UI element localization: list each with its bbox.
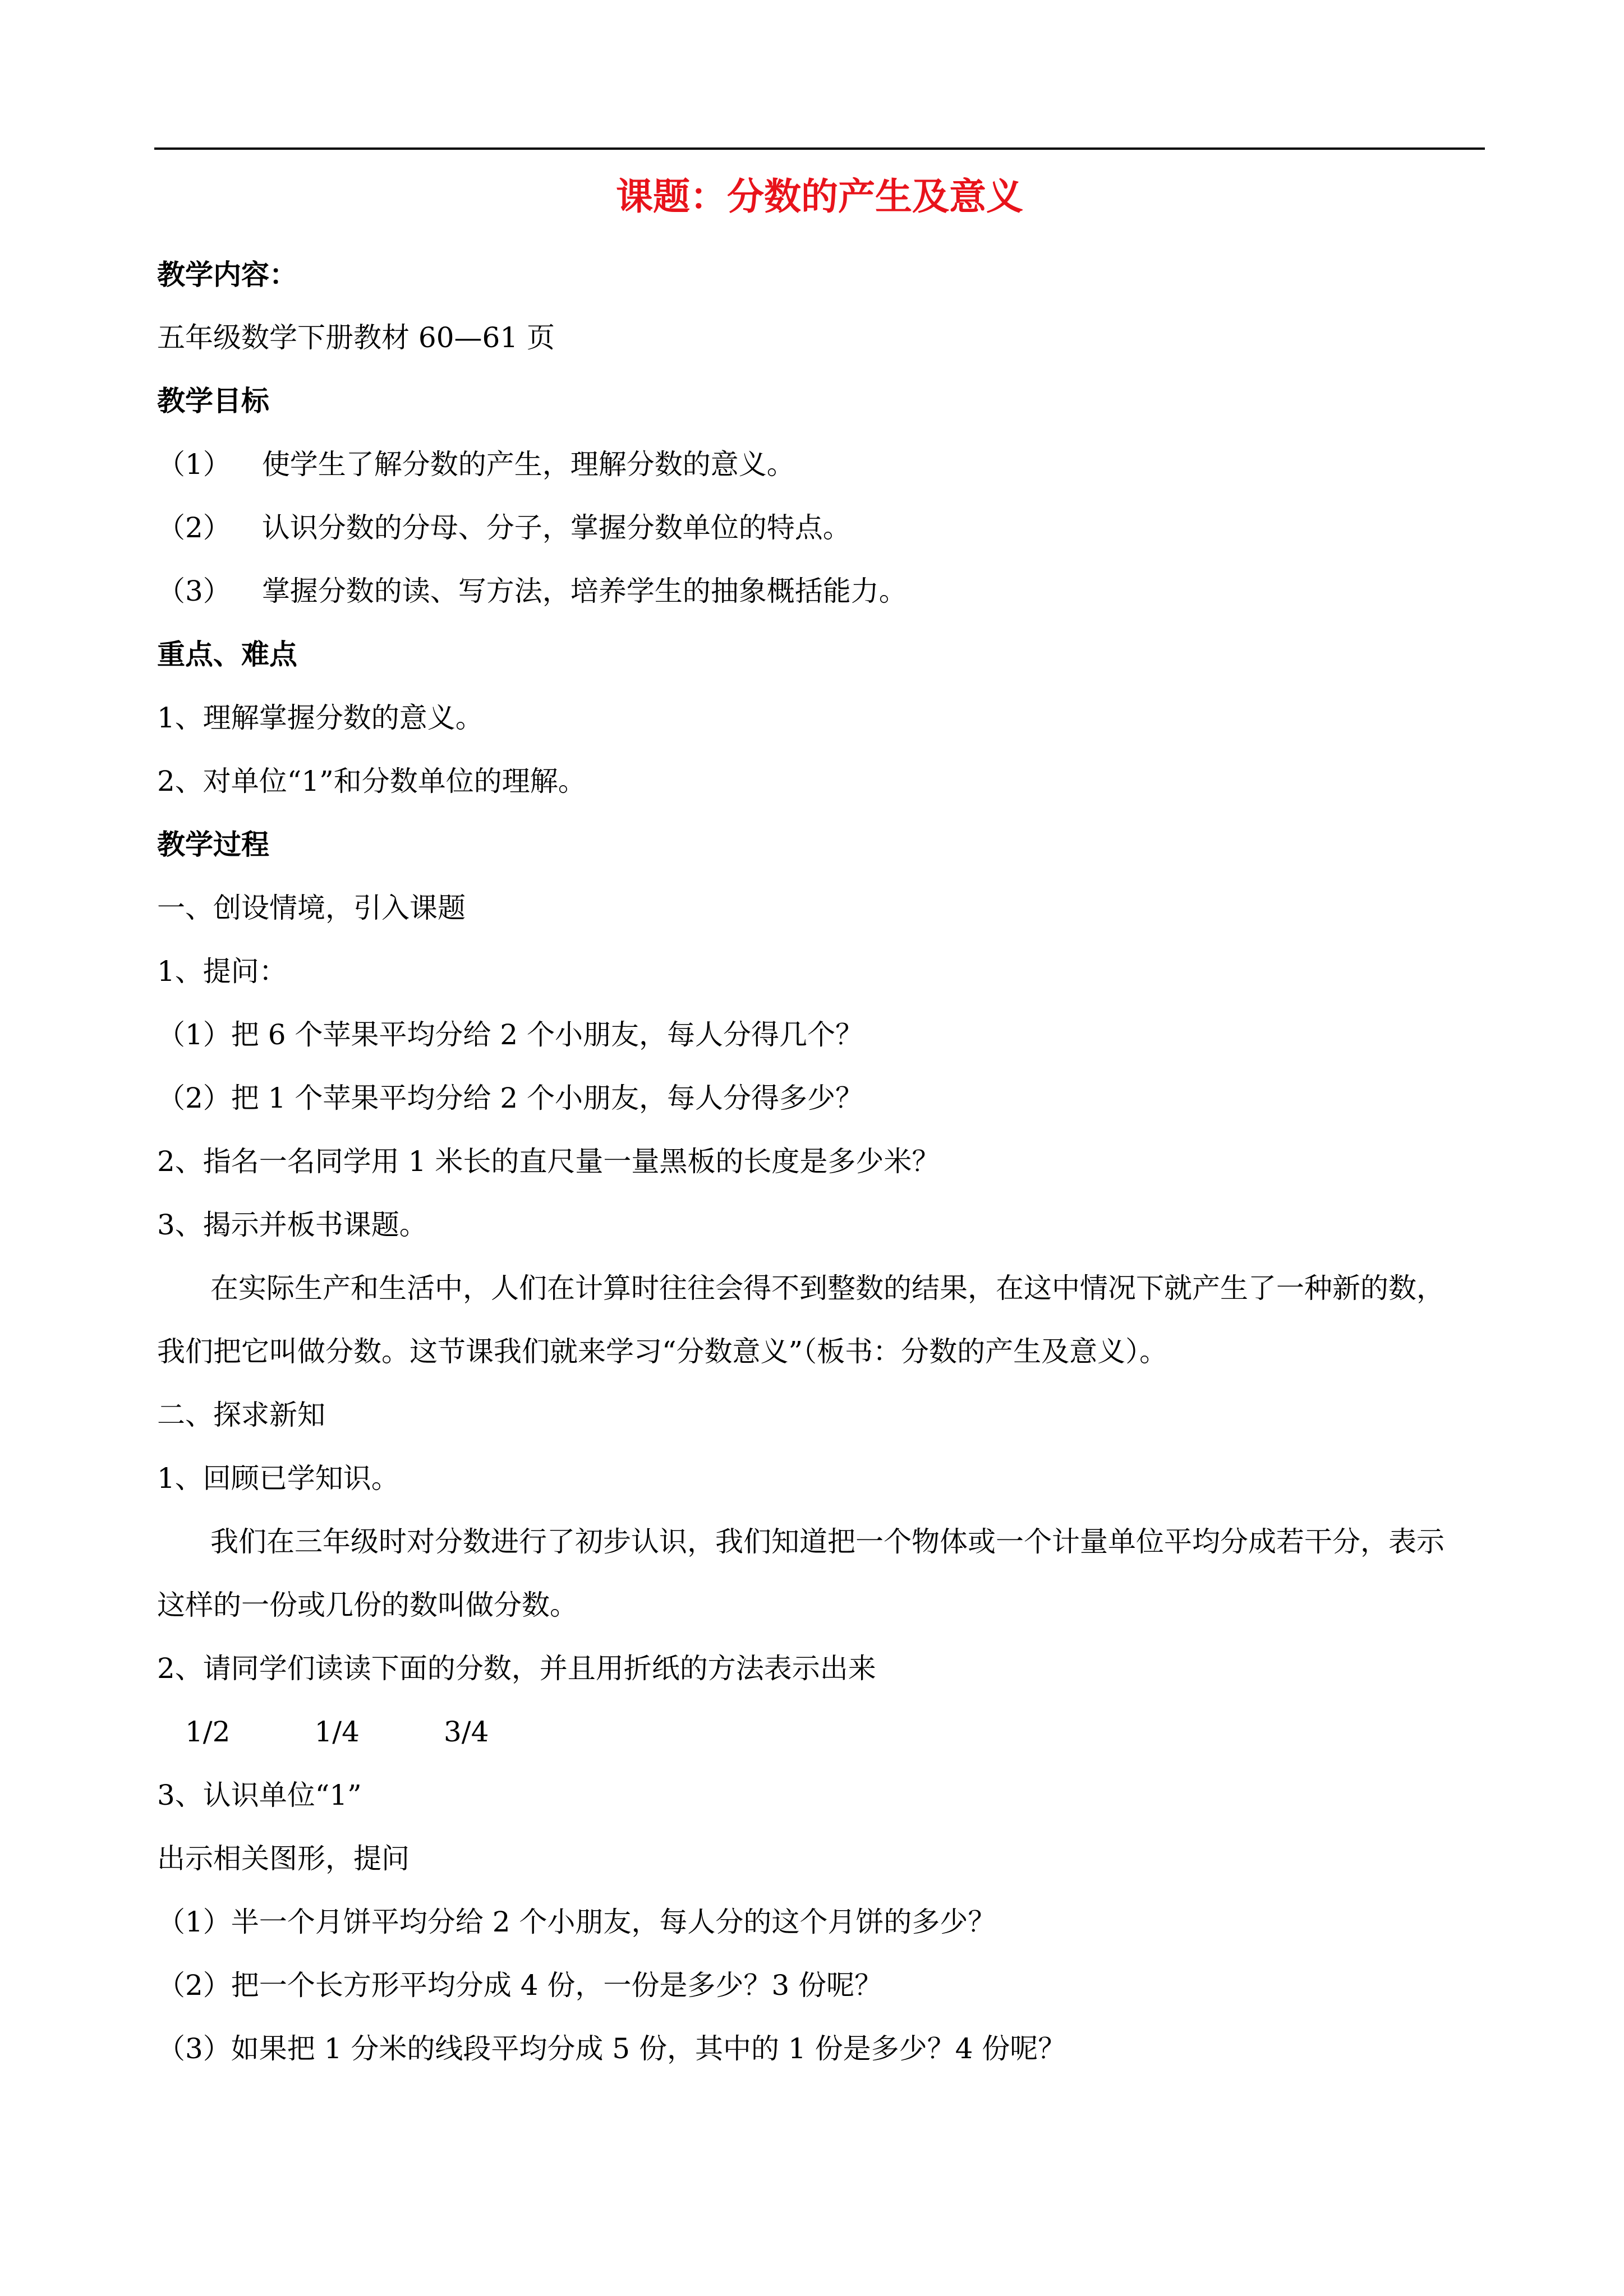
step-item: 3、揭示并板书课题。	[157, 1209, 427, 1241]
process-heading: 教学过程	[157, 828, 269, 861]
step-item: 2、指名一名同学用 1 米长的直尺量一量黑板的长度是多少米？	[157, 1145, 940, 1178]
part2-heading: 二、探求新知	[157, 1399, 325, 1431]
key-point: 2、对单位“1”和分数单位的理解。	[157, 765, 586, 797]
question-item: （1）半一个月饼平均分给 2 个小朋友，每人分的这个月饼的多少？	[157, 1906, 996, 1938]
content-text: 五年级数学下册教材 60—61 页	[157, 321, 555, 354]
goal-item	[157, 508, 851, 547]
fraction-list	[185, 1712, 489, 1751]
paragraph-line: 我们把它叫做分数。这节课我们就来学习“分数意义”（板书：分数的产生及意义）。	[157, 1335, 1168, 1368]
paragraph-line: 我们在三年级时对分数进行了初步认识，我们知道把一个物体或一个计量单位平均分成若干分，表示	[210, 1525, 1444, 1558]
step-item: 1、回顾已学知识。	[157, 1462, 399, 1495]
goal-number: （2）	[157, 511, 231, 544]
question-item: （2）把 1 个苹果平均分给 2 个小朋友，每人分得多少？	[157, 1082, 864, 1114]
goal-text: 掌握分数的读、写方法，培养学生的抽象概括能力。	[261, 575, 907, 607]
step-item: 3、认识单位“1”	[157, 1779, 362, 1811]
goal-text: 使学生了解分数的产生，理解分数的意义。	[261, 448, 795, 481]
question-item: （1）把 6 个苹果平均分给 2 个小朋友，每人分得几个？	[157, 1018, 864, 1051]
goals-heading: 教学目标	[157, 384, 269, 417]
question-item: （3）如果把 1 分米的线段平均分成 5 份，其中的 1 份是多少？4 份呢？	[157, 2032, 1066, 2065]
key-point: 1、理解掌握分数的意义。	[157, 702, 484, 734]
part1-heading: 一、创设情境，引入课题	[157, 892, 466, 924]
goal-number: （1）	[157, 448, 231, 481]
goal-text: 认识分数的分母、分子，掌握分数单位的特点。	[261, 511, 851, 544]
content-heading: 教学内容：	[157, 258, 297, 291]
header-rule	[154, 147, 1485, 150]
fraction-item: 1/2	[185, 1716, 231, 1748]
key-heading: 重点、难点	[157, 638, 297, 671]
page-title: 课题：分数的产生及意义	[616, 174, 1023, 218]
paragraph-line: 在实际生产和生活中，人们在计算时往往会得不到整数的结果，在这中情况下就产生了一种新的数，	[210, 1272, 1444, 1304]
paragraph-line: 这样的一份或几份的数叫做分数。	[157, 1589, 578, 1621]
goal-number: （3）	[157, 575, 231, 607]
instruction-line: 出示相关图形，提问	[157, 1842, 410, 1875]
goal-item	[157, 445, 795, 484]
question-item: （2）把一个长方形平均分成 4 份，一份是多少？3 份呢？	[157, 1969, 883, 2002]
goal-item	[157, 571, 907, 611]
fraction-item: 3/4	[443, 1716, 489, 1748]
question-heading: 1、提问：	[157, 955, 287, 988]
step-item: 2、请同学们读读下面的分数，并且用折纸的方法表示出来	[157, 1652, 876, 1685]
fraction-item: 1/4	[314, 1716, 360, 1748]
